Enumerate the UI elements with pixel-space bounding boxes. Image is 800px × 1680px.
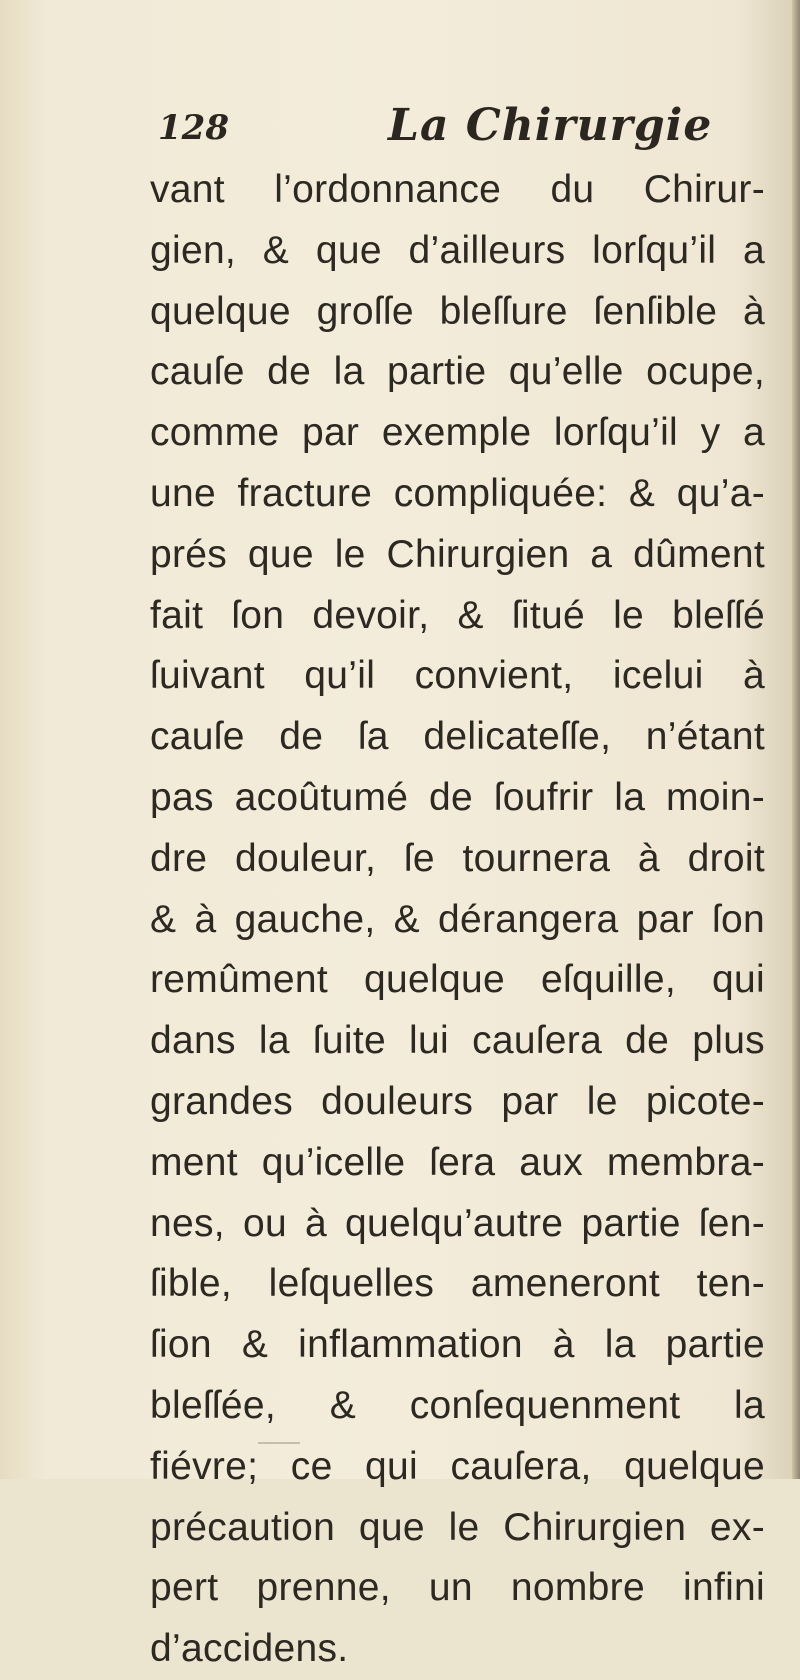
text-line: d’accidens. bbox=[150, 1627, 349, 1671]
running-title: La Chirurgie bbox=[388, 100, 713, 151]
footer-mark bbox=[258, 1442, 300, 1444]
text-line: prés que le Chirurgien a dûment bbox=[150, 532, 765, 576]
page-header bbox=[158, 100, 758, 156]
page-edge-shadow bbox=[792, 0, 800, 1479]
text-line: bleſſée, & conſequenment la bbox=[150, 1383, 765, 1427]
text-line: quelque groſſe bleſſure ſenſible à bbox=[150, 289, 765, 333]
text-line: fiévre; ce qui cauſera, quelque bbox=[150, 1444, 765, 1488]
text-line: une fracture compliquée: & qu’a- bbox=[150, 471, 765, 515]
text-line: dre douleur, ſe tournera à droit bbox=[150, 836, 765, 880]
text-line: fait ſon devoir, & ſitué le bleſſé bbox=[150, 593, 765, 637]
text-line: pas acoûtumé de ſoufrir la moin- bbox=[150, 775, 765, 819]
text-line: cauſe de ſa delicateſſe, n’étant bbox=[150, 715, 765, 759]
text-line: dans la ſuite lui cauſera de plus bbox=[150, 1019, 765, 1063]
text-line: nes, ou à quelqu’autre partie ſen- bbox=[150, 1201, 765, 1245]
text-line: précaution que le Chirurgien ex- bbox=[150, 1505, 765, 1549]
text-line: & à gauche, & dérangera par ſon bbox=[150, 897, 765, 941]
text-line: comme par exemple lorſqu’il y a bbox=[150, 411, 765, 455]
text-line: grandes douleurs par le picote- bbox=[150, 1079, 765, 1123]
text-line: pert prenne, un nombre infini bbox=[150, 1566, 765, 1610]
text-line: gien, & que d’ailleurs lorſqu’il a bbox=[150, 228, 765, 272]
text-line: cauſe de la partie qu’elle ocupe, bbox=[150, 350, 765, 394]
text-line: remûment quelque eſquille, qui bbox=[150, 958, 765, 1002]
text-line: ment qu’icelle ſera aux membra- bbox=[150, 1140, 765, 1184]
text-line: ſion & inflammation à la partie bbox=[150, 1323, 765, 1367]
text-line: vant l’ordonnance du Chirur- bbox=[150, 168, 765, 211]
body-text bbox=[150, 160, 765, 1680]
page-number: 128 bbox=[158, 108, 229, 148]
text-line: ſuivant qu’il convient, icelui à bbox=[150, 654, 765, 698]
text-line: ſible, leſquelles ameneront ten- bbox=[150, 1262, 765, 1306]
